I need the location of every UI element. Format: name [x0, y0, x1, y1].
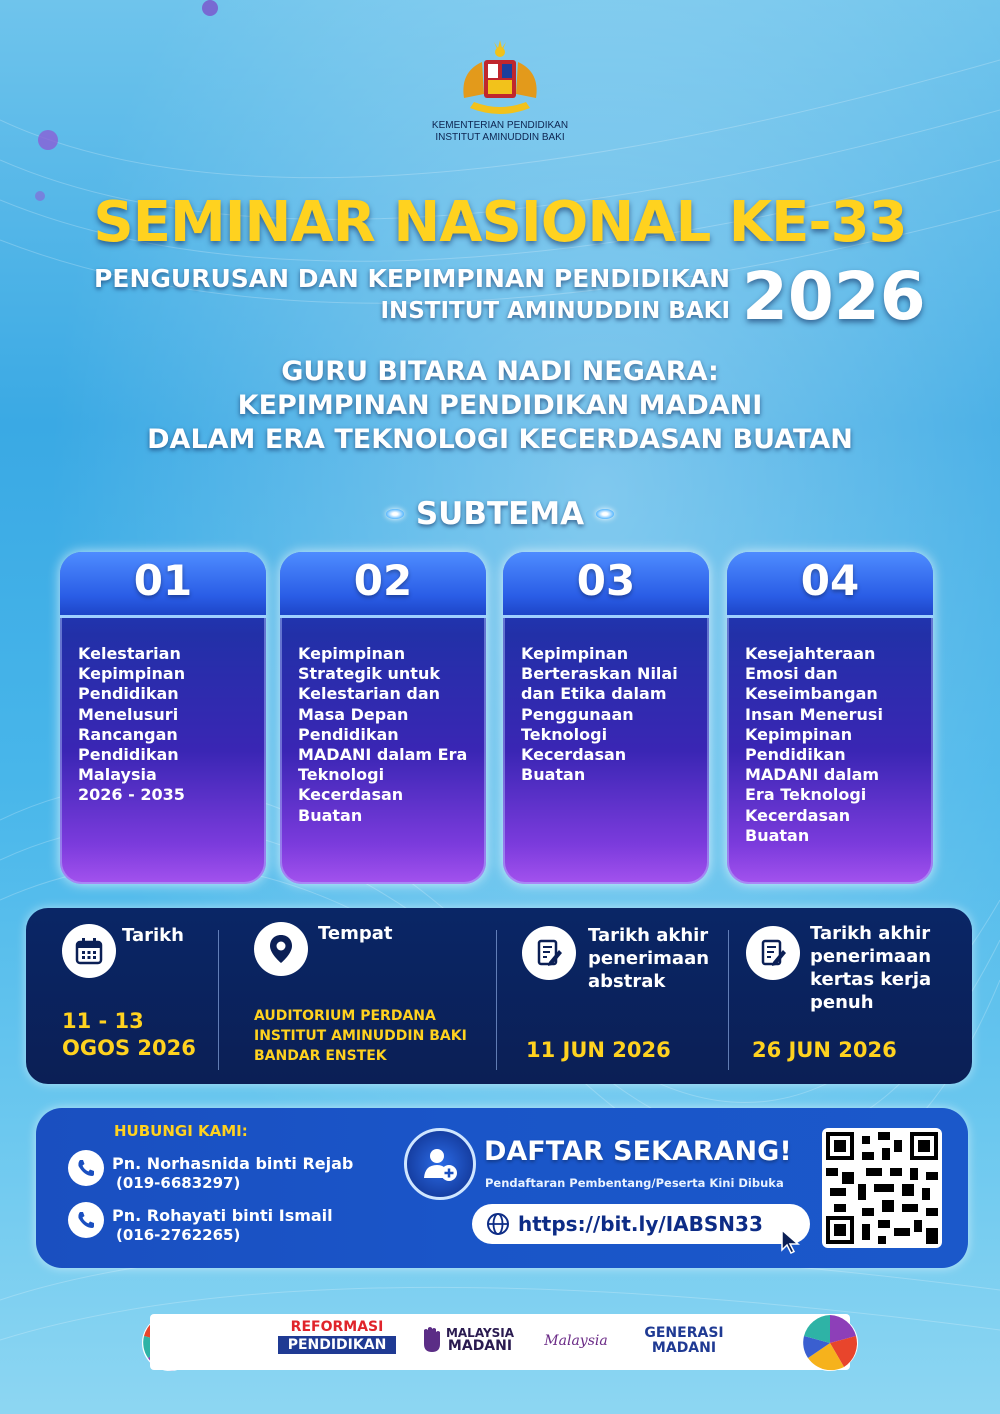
- subtitle-line-2: INSTITUT AMINUDDIN BAKI: [380, 298, 730, 324]
- subtheme-number: 02: [353, 556, 413, 605]
- abstract-deadline-value: 11 JUN 2026: [526, 1038, 671, 1062]
- subtheme-card-2: [280, 552, 486, 884]
- event-year: 2026: [742, 258, 926, 335]
- subtema-heading: [380, 494, 620, 534]
- subtheme-card-4: [727, 552, 933, 884]
- paper-deadline-value: 26 JUN 2026: [752, 1038, 897, 1062]
- contact-phone-1[interactable]: (019-6683297): [116, 1174, 241, 1192]
- globe-icon: [486, 1212, 510, 1236]
- subtheme-number: 03: [576, 556, 636, 605]
- subtheme-card-1: [60, 552, 266, 884]
- venue-value: AUDITORIUM PERDANA INSTITUT AMINUDDIN BAKI BANDAR ENSTEK: [254, 1008, 467, 1064]
- subtheme-card-3: [503, 552, 709, 884]
- subtheme-text: Kepimpinan Strategik untuk Kelestarian dan Masa Depan Pendidikan MADANI dalam Era Teknologi Kecerdasan Buatan: [298, 644, 468, 825]
- subtheme-text: Kelestarian Kepimpinan Pendidikan Menelusuri Rancangan Pendidikan Malaysia 2026 - 2035: [78, 644, 186, 805]
- contact-name-2: Pn. Rohayati binti Ismail: [112, 1206, 333, 1225]
- glow-dot-icon: [596, 509, 614, 519]
- ministry-name: [400, 120, 600, 144]
- ministry-line-1: KEMENTERIAN PENDIDIKAN: [431, 120, 569, 131]
- generasi-logo-line-1: GENERASI: [644, 1325, 724, 1341]
- registration-link[interactable]: [472, 1204, 810, 1244]
- divider: [728, 930, 729, 1070]
- event-info-bar: [26, 908, 972, 1084]
- location-pin-icon: [254, 922, 308, 976]
- theme-line-1: GURU BITARA NADI NEGARA:: [281, 356, 719, 387]
- register-title: DAFTAR SEKARANG!: [484, 1136, 792, 1167]
- malaysia-coat-of-arms-icon: [450, 38, 550, 118]
- qr-code[interactable]: [822, 1128, 942, 1248]
- subtema-label: SUBTEMA: [415, 496, 585, 532]
- ministry-line-2: INSTITUT AMINUDDIN BAKI: [435, 132, 565, 143]
- phone-icon: [68, 1150, 104, 1186]
- subtheme-text: Kesejahteraan Emosi dan Keseimbangan Insan Menerusi Kepimpinan Pendidikan MADANI dalam Era Teknologi Kecerdasan Buatan: [745, 644, 883, 845]
- contact-heading: HUBUNGI KAMI:: [114, 1122, 248, 1140]
- theme-line-2: KEPIMPINAN PENDIDIKAN MADANI: [237, 390, 763, 421]
- abstract-deadline-label: Tarikh akhir penerimaan abstrak: [588, 925, 710, 992]
- contact-name-1: Pn. Norhasnida binti Rejab: [112, 1154, 354, 1173]
- add-user-icon: [404, 1128, 476, 1200]
- venue-label: Tempat: [318, 923, 393, 944]
- registration-url[interactable]: https://bit.ly/IABSN33: [518, 1212, 763, 1236]
- divider: [218, 930, 219, 1070]
- subtitle-line-1: PENGURUSAN DAN KEPIMPINAN PENDIDIKAN: [94, 264, 730, 293]
- subtheme-number: 04: [800, 556, 860, 605]
- document-edit-icon: [522, 926, 576, 980]
- reformasi-logo-line-1: REFORMASI: [290, 1319, 384, 1335]
- subtheme-text: Kepimpinan Berteraskan Nilai dan Etika dalam Penggunaan Teknologi Kecerdasan Buatan: [521, 644, 678, 785]
- subtheme-number: 01: [133, 556, 193, 605]
- madani-logo-line-1: MALAYSIA: [445, 1326, 515, 1340]
- madani-logo-line-2: MADANI: [447, 1338, 513, 1354]
- partner-logo-strip: [150, 1314, 850, 1370]
- page-title: SEMINAR NASIONAL KE-33: [93, 190, 907, 255]
- date-value: 11 - 13 OGOS 2026: [62, 1009, 196, 1060]
- cursor-arrow-icon: [780, 1228, 802, 1254]
- qr-code-icon: [826, 1132, 938, 1244]
- contact-phone-2[interactable]: (016-2762265): [116, 1226, 241, 1244]
- generasi-logo-line-2: MADANI: [651, 1340, 717, 1356]
- date-label: Tarikh: [122, 925, 184, 946]
- divider: [496, 930, 497, 1070]
- register-subtitle: Pendaftaran Pembentang/Peserta Kini Dibuka: [485, 1176, 784, 1190]
- reformasi-logo-line-2: PENDIDIKAN: [278, 1336, 396, 1354]
- glow-dot-icon: [386, 509, 404, 519]
- phone-icon: [68, 1202, 104, 1238]
- malaysia-madani-hand-icon: [420, 1324, 442, 1354]
- decorative-pattern-right-icon: [786, 1312, 860, 1374]
- document-edit-icon: [746, 926, 800, 980]
- visit-malaysia-logo: Malaysia: [544, 1333, 608, 1349]
- theme-line-3: DALAM ERA TEKNOLOGI KECERDASAN BUATAN: [147, 424, 853, 455]
- contact-register-bar: [36, 1108, 968, 1268]
- calendar-icon: [62, 924, 116, 978]
- paper-deadline-label: Tarikh akhir penerimaan kertas kerja penuh: [810, 923, 932, 1013]
